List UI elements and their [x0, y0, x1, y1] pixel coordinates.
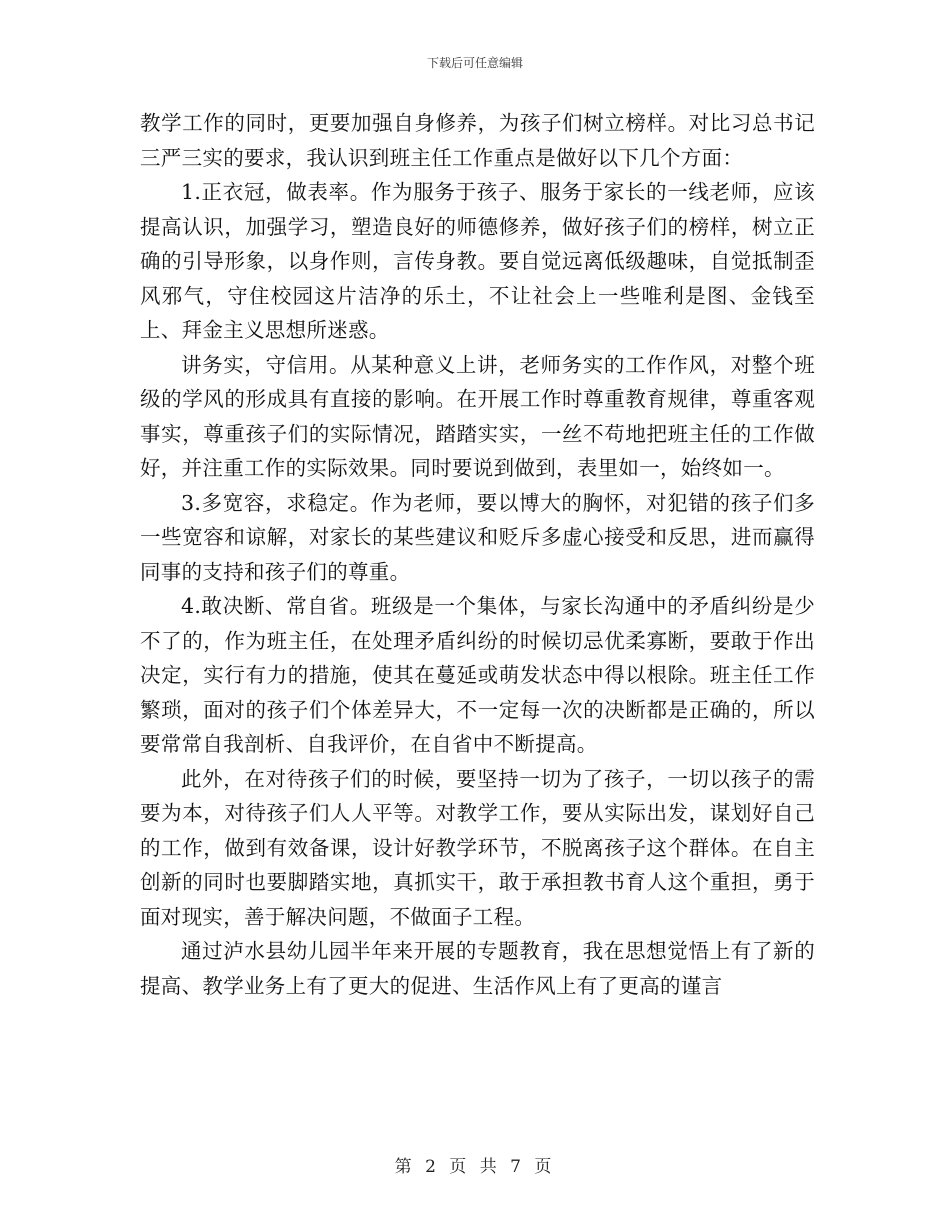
paragraph-5: 4.敢决断、常自省。班级是一个集体，与家长沟通中的矛盾纠纷是少不了的，作为班主任，在处理矛盾纠纷的时候切忌优柔寡断，要敢于作出决定，实行有力的措施，使其在蔓延或萌发状态中得以根除。班主任工作繁琐，面对的孩子们个体差异大，不一定每一次的决断都是正确的，所以要常常自我剖析、自我评价，在自省中不断提高。 [140, 594, 815, 756]
page-header-note: 下载后可任意编辑 [426, 56, 523, 70]
paragraph-4: 3.多宽容，求稳定。作为老师，要以博大的胸怀，对犯错的孩子们多一些宽容和谅解，对家长的某些建议和贬斥多虚心接受和反思，进而赢得同事的支持和孩子们的尊重。 [140, 490, 815, 584]
paragraph-6: 此外，在对待孩子们的时候，要坚持一切为了孩子，一切以孩子的需要为本，对待孩子们人人平等。对教学工作，要从实际出发，谋划好自己的工作，做到有效备课，设计好教学环节，不脱离孩子这个群体。在自主创新的同时也要脚踏实地，真抓实干，敢于承担教书育人这个重担，勇于面对现实，善于解决问题，不做面子工程。 [140, 766, 815, 929]
page-number-footer: 第 2 页 共 7 页 [394, 1157, 556, 1177]
paragraph-1: 教学工作的同时，更要加强自身修养，为孩子们树立榜样。对比习总书记三严三实的要求，我认识到班主任工作重点是做好以下几个方面： [140, 111, 815, 170]
paragraph-3: 讲务实，守信用。从某种意义上讲，老师务实的工作作风，对整个班级的学风的形成具有直接的影响。在开展工作时尊重教育规律，尊重客观事实，尊重孩子们的实际情况，踏踏实实，一丝不苟地把班主任的工作做好，并注重工作的实际效果。同时要说到做到，表里如一，始终如一。 [140, 352, 815, 480]
paragraph-2: 1.正衣冠，做表率。作为服务于孩子、服务于家长的一线老师，应该提高认识，加强学习，塑造良好的师德修养，做好孩子们的榜样，树立正确的引导形象，以身作则，言传身教。要自觉远离低级趣味，自觉抵制歪风邪气，守住校园这片洁净的乐土，不让社会上一些唯利是图、金钱至上、拜金主义思想所迷惑。 [140, 180, 815, 342]
document-body [140, 106, 815, 1003]
paragraph-7: 通过泸水县幼儿园半年来开展的专题教育，我在思想觉悟上有了新的提高、教学业务上有了更大的促进、生活作风上有了更高的谨言 [140, 939, 815, 998]
